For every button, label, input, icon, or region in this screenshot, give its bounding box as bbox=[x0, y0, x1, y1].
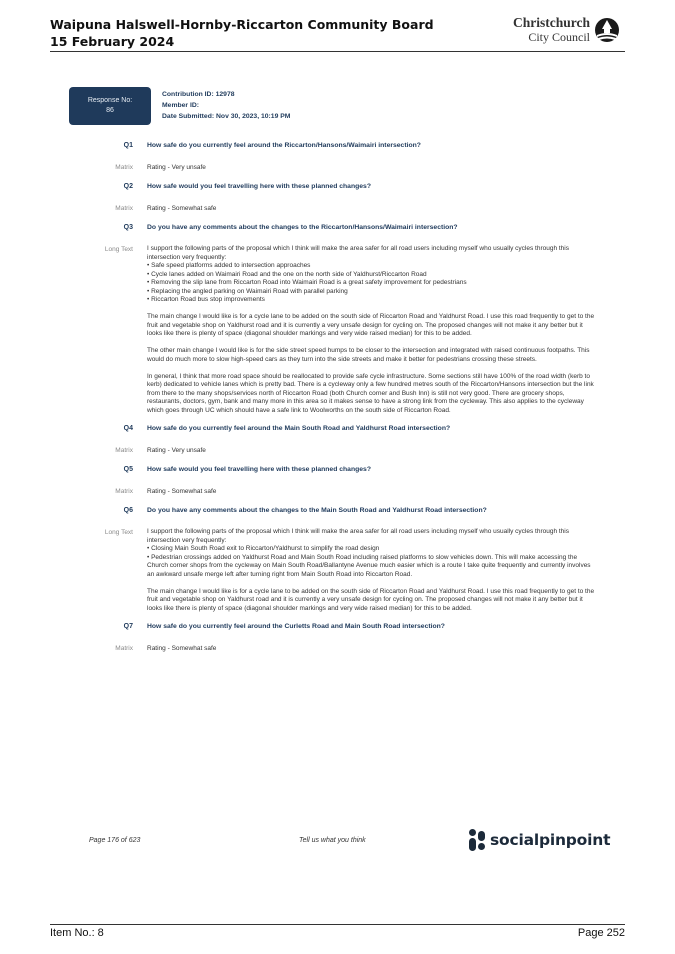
question-row bbox=[50, 223, 595, 233]
question-row bbox=[50, 424, 595, 434]
answer-type: Long Text bbox=[104, 529, 133, 536]
question-text: How safe would you feel travelling here with these planned changes? bbox=[147, 466, 371, 473]
list-item: • Removing the slip lane from Riccarton Road into Waimairi Road is a great safety improvement for pedestrians bbox=[147, 279, 467, 286]
list-item: • Cycle lanes added on Waimairi Road and the one on the north side of Yaldhurst/Riccarton Road bbox=[147, 270, 427, 278]
answer-row bbox=[50, 487, 595, 497]
answer-row bbox=[50, 163, 595, 173]
question-text: How safe do you currently feel around the Curletts Road and Main South Road intersection? bbox=[147, 623, 445, 630]
question-number: Q7 bbox=[123, 623, 133, 630]
answer-type: Matrix bbox=[115, 488, 133, 495]
ccc-logo bbox=[514, 16, 624, 46]
question-number: Q5 bbox=[123, 466, 133, 473]
item-number: Item No.: 8 bbox=[50, 927, 104, 939]
question-text: How safe do you currently feel around the Riccarton/Hansons/Waimairi intersection? bbox=[147, 142, 421, 149]
answer-row bbox=[50, 644, 595, 654]
board-name: Waipuna Halswell-Hornby-Riccarton Community Board bbox=[50, 17, 434, 32]
answer-type: Matrix bbox=[115, 645, 133, 652]
question-text: How safe would you feel travelling here with these planned changes? bbox=[147, 183, 371, 190]
answer-paragraph: The other main change I would like is for the side street speed humps to be closer to the intersection and integrated with raised continuous footpaths. This would do much more to slow high-speed cars as they turn into the side streets and make it better for pedestrians crossing these streets. bbox=[147, 347, 590, 363]
question-row bbox=[50, 182, 595, 192]
submission-meta bbox=[162, 89, 290, 122]
answer-intro: I support the following parts of the proposal which I think will make the area safer for all road users including myself who usually cycles through this intersection very frequently: bbox=[147, 528, 569, 544]
date-label: Date Submitted: bbox=[162, 113, 215, 120]
logo-line-2: City Council bbox=[528, 30, 590, 44]
question-text: Do you have any comments about the changes to the Main South Road and Yaldhurst Road intersection? bbox=[147, 507, 487, 514]
question-number: Q3 bbox=[123, 224, 133, 231]
question-row bbox=[50, 465, 595, 475]
answer-type: Long Text bbox=[104, 246, 133, 253]
question-row bbox=[50, 506, 595, 516]
list-item: • Riccarton Road bus stop improvements bbox=[147, 296, 265, 303]
list-item: • Pedestrian crossings added on Yaldhurst Road and Main South Road including raised platforms to slow vehicles down. This will make accessing the Church corner shops from the cycleway on Main South Road/Ballantyne Avenue much easier which is a route I take quite frequently and currently involves an awkward unsafe merge left after turning right from Main South Road into Riccarton Road. bbox=[147, 553, 591, 578]
answer-type: Matrix bbox=[115, 205, 133, 212]
question-row bbox=[50, 141, 595, 151]
support-list bbox=[147, 262, 595, 305]
response-number-badge bbox=[69, 87, 151, 125]
question-text: Do you have any comments about the changes to the Riccarton/Hansons/Waimairi intersection? bbox=[147, 224, 458, 231]
question-number: Q4 bbox=[123, 425, 133, 432]
meeting-date: 15 February 2024 bbox=[50, 34, 175, 49]
response-label: Response No: bbox=[87, 97, 133, 104]
question-text: How safe do you currently feel around the Main South Road and Yaldhurst Road intersection? bbox=[147, 425, 451, 432]
list-item: • Replacing the angled parking on Waimairi Road with parallel parking bbox=[147, 287, 348, 295]
page-counter: Page 176 of 623 bbox=[89, 837, 141, 844]
answer-paragraph: The main change I would like is for a cycle lane to be added on the south side of Riccarton Road and Yaldhurst Road. I use this road frequently to get to the fruit and vegetable shop on Yaldhurst road and it is currently a very unsafe design for cycling on. The proposed changes will not make it any better but it looks like there is plenty of space (diagonal shoulder markings and very wide raised median) for this to be added. bbox=[147, 313, 595, 337]
cathedral-icon bbox=[594, 17, 620, 43]
question-row bbox=[50, 622, 595, 632]
answer-text: Rating - Somewhat safe bbox=[147, 645, 217, 652]
answer-paragraph: The main change I would like is for a cycle lane to be added on the south side of Riccarton Road and Yaldhurst Road. I use this road frequently to get to the fruit and vegetable shop on Yaldhurst road and it is currently a very unsafe design for cycling on. The proposed changes will not make it any better but it looks like there is plenty of space (diagonal shoulder markings and very wide raised median) for this to be added. bbox=[147, 587, 595, 612]
answer-row bbox=[50, 446, 595, 456]
answer-type: Matrix bbox=[115, 447, 133, 454]
date-submitted bbox=[162, 111, 290, 122]
contribution-id: Contribution ID: 12978 bbox=[162, 91, 235, 98]
answer-text: Rating - Very unsafe bbox=[147, 447, 206, 454]
answer-intro: I support the following parts of the proposal which I think will make the area safer for all road users including myself who usually cycles through this intersection very frequently: bbox=[147, 245, 569, 261]
logo-line-1: Christchurch bbox=[512, 15, 590, 30]
answer-text: Rating - Somewhat safe bbox=[147, 205, 217, 212]
brand-name: socialpinpoint bbox=[490, 831, 611, 849]
question-number: Q6 bbox=[123, 507, 133, 514]
long-text-answer bbox=[147, 245, 595, 415]
tagline: Tell us what you think bbox=[299, 837, 366, 844]
answer-row bbox=[50, 204, 595, 214]
page-number: Page 252 bbox=[577, 927, 625, 939]
answer-row bbox=[50, 528, 595, 613]
socialpinpoint-icon bbox=[469, 829, 485, 851]
answer-row bbox=[50, 245, 595, 415]
list-item: • Closing Main South Road exit to Riccarton/Yaldhurst to simplify the road design bbox=[147, 545, 380, 552]
date-value: Nov 30, 2023, 10:19 PM bbox=[216, 113, 291, 120]
answer-paragraph: In general, I think that more road space should be reallocated to provide safe cycle infrastructure. Some sections still have 100% of the road width (kerb to kerb) dedicated to vehicle lanes which is pretty bad. There is a cycleway only a few hundred metres south of the Riccarton/Hansons intersection but the link from there to the many shops/services north of Riccarton Road (both Church corner and Bush Inn) is still not very good. There are grocery shops, restaurants, doctors, gym, bank and many more in this area so it makes sense to have a strong link from the cycleway. This also applies to the cycleway which goes through UC which should have a safe link to Woolworths on the south side of Riccarton Road. bbox=[147, 372, 594, 414]
question-number: Q2 bbox=[123, 183, 133, 190]
header-divider bbox=[50, 51, 625, 52]
answer-type: Matrix bbox=[115, 164, 133, 171]
question-list bbox=[50, 141, 595, 654]
footer-divider bbox=[50, 924, 625, 925]
long-text-answer bbox=[147, 528, 595, 613]
list-item: • Safe speed platforms added to intersection approaches bbox=[147, 262, 311, 269]
member-id: Member ID: bbox=[162, 102, 200, 109]
response-number: 86 bbox=[106, 107, 114, 114]
answer-text: Rating - Somewhat safe bbox=[147, 488, 217, 495]
socialpinpoint-logo bbox=[469, 828, 610, 852]
document-header-title bbox=[50, 16, 434, 50]
answer-text: Rating - Very unsafe bbox=[147, 164, 206, 171]
support-list bbox=[147, 545, 595, 579]
question-number: Q1 bbox=[123, 142, 133, 149]
